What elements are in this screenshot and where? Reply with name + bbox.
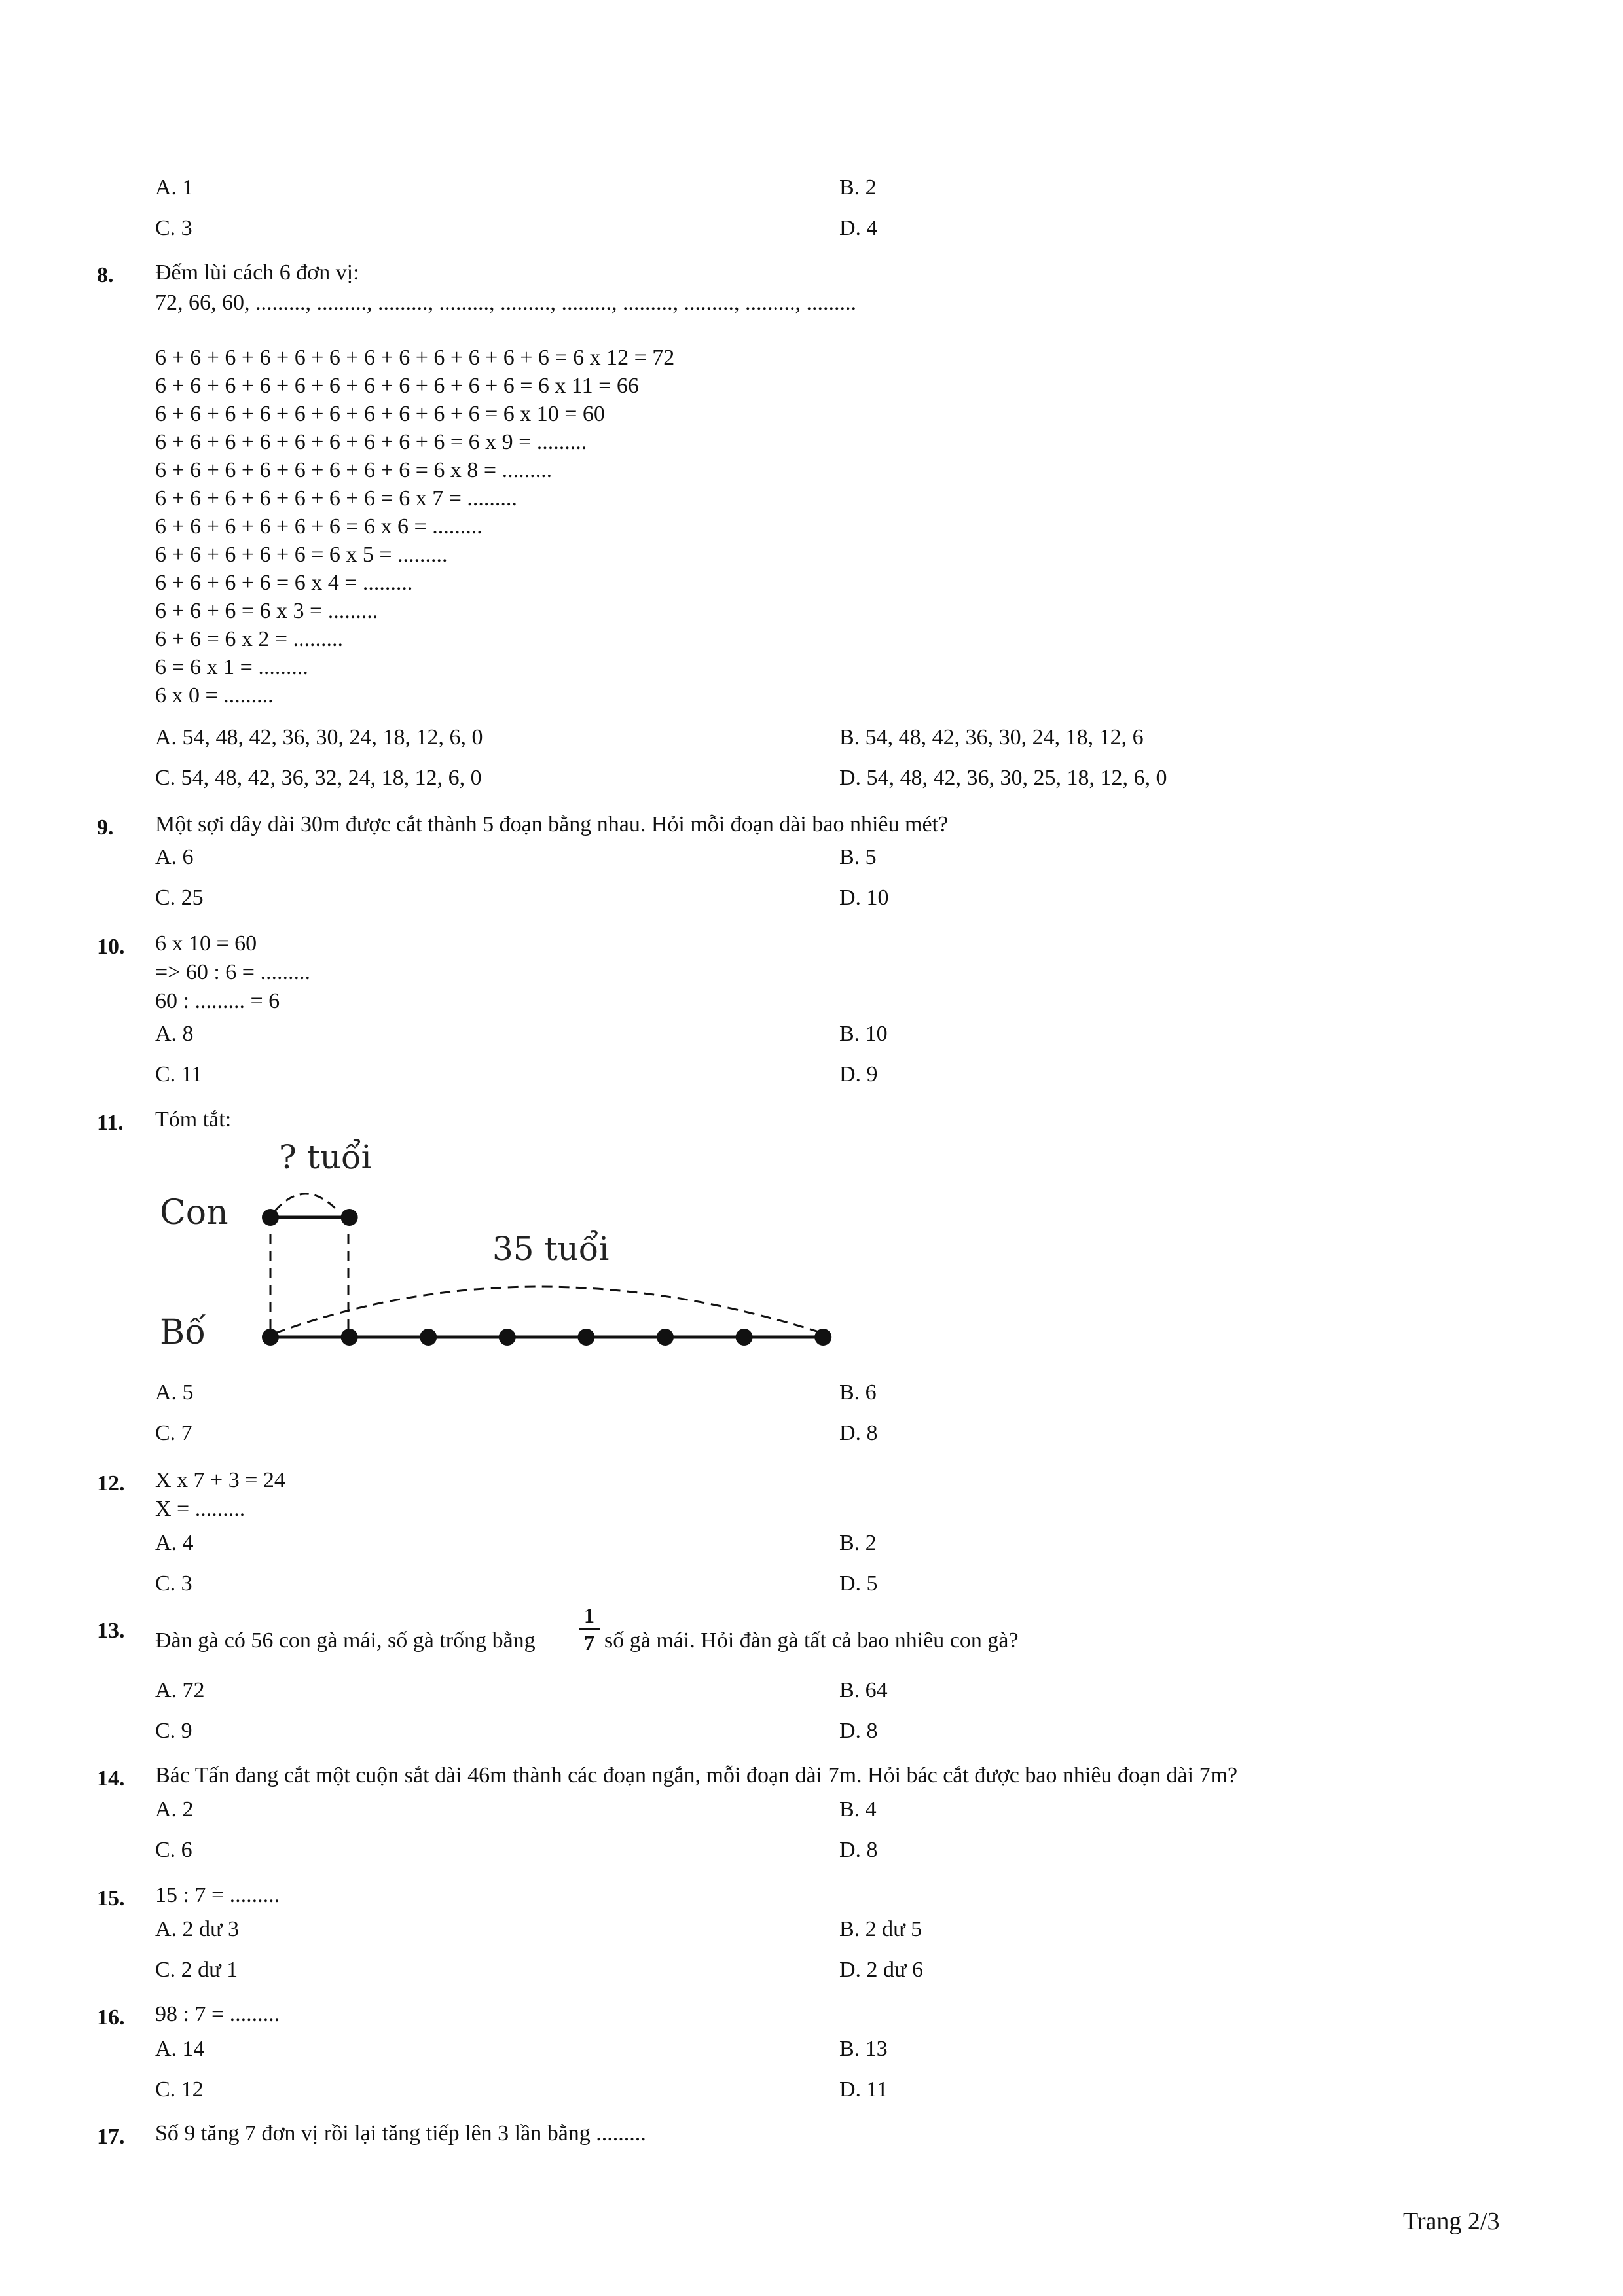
q15-number: 15. xyxy=(97,1886,125,1910)
q8-line: 6 + 6 + 6 + 6 + 6 + 6 + 6 = 6 x 7 = ......... xyxy=(155,486,517,511)
unknown-age-label: ? tuổi xyxy=(279,1139,372,1176)
q9-option-b[interactable]: B. 5 xyxy=(839,845,877,869)
q8-line: 6 + 6 + 6 + 6 + 6 + 6 + 6 + 6 + 6 = 6 x 9 = ......... xyxy=(155,430,587,454)
q12-number: 12. xyxy=(97,1471,125,1496)
q8-line: 6 + 6 + 6 + 6 + 6 = 6 x 5 = ......... xyxy=(155,543,448,567)
q12-option-a[interactable]: A. 4 xyxy=(155,1531,194,1555)
q8-number: 8. xyxy=(97,263,114,287)
q8-sequence: 72, 66, 60, ........., ........., ........., ........., ........., ........., ........., ........., ........., ......... xyxy=(155,291,856,315)
q14-option-b[interactable]: B. 4 xyxy=(839,1797,877,1821)
q12-line2: X = ......... xyxy=(155,1497,246,1521)
q8-line: 6 + 6 + 6 + 6 = 6 x 4 = ......... xyxy=(155,571,413,595)
q10-line1: 6 x 10 = 60 xyxy=(155,931,257,956)
total-brace xyxy=(275,1287,823,1333)
age-diagram xyxy=(151,1139,858,1361)
q12-option-c[interactable]: C. 3 xyxy=(155,1571,192,1596)
page-number: Trang 2/3 xyxy=(1403,2208,1500,2235)
q17-number: 17. xyxy=(97,2125,125,2149)
q8-option-a[interactable]: A. 54, 48, 42, 36, 30, 24, 18, 12, 6, 0 xyxy=(155,725,483,749)
total-age-label: 35 tuổi xyxy=(492,1230,610,1268)
q15-option-c[interactable]: C. 2 dư 1 xyxy=(155,1958,238,1982)
q10-option-a[interactable]: A. 8 xyxy=(155,1022,194,1046)
q13-option-a[interactable]: A. 72 xyxy=(155,1678,205,1702)
q16-option-b[interactable]: B. 13 xyxy=(839,2037,888,2061)
q12-option-b[interactable]: B. 2 xyxy=(839,1531,877,1555)
father-segment-dot xyxy=(420,1329,437,1346)
q8-line: 6 + 6 + 6 = 6 x 3 = ......... xyxy=(155,599,378,623)
q14-option-a[interactable]: A. 2 xyxy=(155,1797,194,1821)
father-label: Bố xyxy=(160,1313,206,1352)
q8-line: 6 + 6 + 6 + 6 + 6 + 6 + 6 + 6 + 6 + 6 + 6 + 6 = 6 x 12 = 72 xyxy=(155,346,675,370)
q7-option-b[interactable]: B. 2 xyxy=(839,175,877,200)
q15-text: 15 : 7 = ......... xyxy=(155,1883,280,1907)
q8-line: 6 + 6 + 6 + 6 + 6 + 6 + 6 + 6 + 6 + 6 = 6 x 10 = 60 xyxy=(155,402,605,426)
father-segment-dot xyxy=(577,1329,594,1346)
q15-option-a[interactable]: A. 2 dư 3 xyxy=(155,1917,239,1941)
fraction-one-seventh xyxy=(576,1604,602,1655)
q8-line: 6 + 6 + 6 + 6 + 6 + 6 + 6 + 6 = 6 x 8 = ......... xyxy=(155,458,553,482)
q8-line: 6 = 6 x 1 = ......... xyxy=(155,655,308,679)
q7-option-d[interactable]: D. 4 xyxy=(839,216,878,240)
q11-option-c[interactable]: C. 7 xyxy=(155,1421,192,1445)
q10-option-c[interactable]: C. 11 xyxy=(155,1062,203,1086)
q7-option-a[interactable]: A. 1 xyxy=(155,175,194,200)
q16-number: 16. xyxy=(97,2005,125,2030)
q13-option-b[interactable]: B. 64 xyxy=(839,1678,888,1702)
q8-option-b[interactable]: B. 54, 48, 42, 36, 30, 24, 18, 12, 6 xyxy=(839,725,1144,749)
father-segment-dot xyxy=(341,1329,358,1346)
q11-option-d[interactable]: D. 8 xyxy=(839,1421,878,1445)
q16-text: 98 : 7 = ......... xyxy=(155,2002,280,2026)
q8-line: 6 x 0 = ......... xyxy=(155,683,274,708)
q14-text: Bác Tấn đang cắt một cuộn sắt dài 46m thành các đoạn ngắn, mỗi đoạn dài 7m. Hỏi bác cắt được bao nhiêu đoạn dài 7m? xyxy=(155,1763,1238,1787)
q10-line3: 60 : ......... = 6 xyxy=(155,989,280,1013)
q14-number: 14. xyxy=(97,1767,125,1791)
q12-option-d[interactable]: D. 5 xyxy=(839,1571,878,1596)
child-segment-dot xyxy=(262,1209,279,1226)
q13-number: 13. xyxy=(97,1619,125,1643)
father-segment-dot xyxy=(262,1329,279,1346)
child-label: Con xyxy=(160,1193,228,1232)
q16-option-c[interactable]: C. 12 xyxy=(155,2077,204,2102)
q8-line: 6 + 6 = 6 x 2 = ......... xyxy=(155,627,344,651)
q8-line: 6 + 6 + 6 + 6 + 6 + 6 + 6 + 6 + 6 + 6 + 6 = 6 x 11 = 66 xyxy=(155,374,639,398)
father-segment-dot xyxy=(814,1329,831,1346)
q16-option-d[interactable]: D. 11 xyxy=(839,2077,888,2102)
q14-option-c[interactable]: C. 6 xyxy=(155,1838,192,1862)
q15-option-b[interactable]: B. 2 dư 5 xyxy=(839,1917,922,1941)
q11-option-b[interactable]: B. 6 xyxy=(839,1380,877,1405)
fraction-bar xyxy=(579,1628,600,1630)
q11-number: 11. xyxy=(97,1111,124,1135)
q11-text: Tóm tắt: xyxy=(155,1107,232,1132)
q8-line: 6 + 6 + 6 + 6 + 6 + 6 = 6 x 6 = ......... xyxy=(155,514,483,539)
q10-number: 10. xyxy=(97,935,125,959)
q8-option-d[interactable]: D. 54, 48, 42, 36, 30, 25, 18, 12, 6, 0 xyxy=(839,766,1167,790)
q10-option-d[interactable]: D. 9 xyxy=(839,1062,878,1086)
q13-option-c[interactable]: C. 9 xyxy=(155,1719,192,1743)
q9-text: Một sợi dây dài 30m được cắt thành 5 đoạn bằng nhau. Hỏi mỗi đoạn dài bao nhiêu mét? xyxy=(155,812,949,836)
q13-text-after: số gà mái. Hỏi đàn gà tất cả bao nhiêu con gà? xyxy=(604,1628,1019,1653)
q11-option-a[interactable]: A. 5 xyxy=(155,1380,194,1405)
q9-option-a[interactable]: A. 6 xyxy=(155,845,194,869)
q14-option-d[interactable]: D. 8 xyxy=(839,1838,878,1862)
child-segment-dot xyxy=(341,1209,358,1226)
q7-option-c[interactable]: C. 3 xyxy=(155,216,192,240)
q10-line2: => 60 : 6 = ......... xyxy=(155,960,310,984)
q17-text: Số 9 tăng 7 đơn vị rồi lại tăng tiếp lên 3 lần bằng ......... xyxy=(155,2121,646,2145)
fraction-numerator: 1 xyxy=(584,1604,594,1627)
father-segment-dot xyxy=(657,1329,674,1346)
q9-option-c[interactable]: C. 25 xyxy=(155,886,204,910)
fraction-denominator: 7 xyxy=(584,1631,594,1655)
q10-option-b[interactable]: B. 10 xyxy=(839,1022,888,1046)
father-segment-dot xyxy=(499,1329,516,1346)
q8-text: Đếm lùi cách 6 đơn vị: xyxy=(155,260,359,285)
father-segment-dot xyxy=(736,1329,753,1346)
q8-equation-list xyxy=(155,345,674,709)
q16-option-a[interactable]: A. 14 xyxy=(155,2037,205,2061)
child-brace xyxy=(275,1194,338,1211)
q8-option-c[interactable]: C. 54, 48, 42, 36, 32, 24, 18, 12, 6, 0 xyxy=(155,766,482,790)
q9-option-d[interactable]: D. 10 xyxy=(839,886,889,910)
q13-text-before: Đàn gà có 56 con gà mái, số gà trống bằng xyxy=(155,1628,536,1653)
q15-option-d[interactable]: D. 2 dư 6 xyxy=(839,1958,923,1982)
q12-line1: X x 7 + 3 = 24 xyxy=(155,1468,285,1492)
q9-number: 9. xyxy=(97,816,114,840)
q13-option-d[interactable]: D. 8 xyxy=(839,1719,878,1743)
